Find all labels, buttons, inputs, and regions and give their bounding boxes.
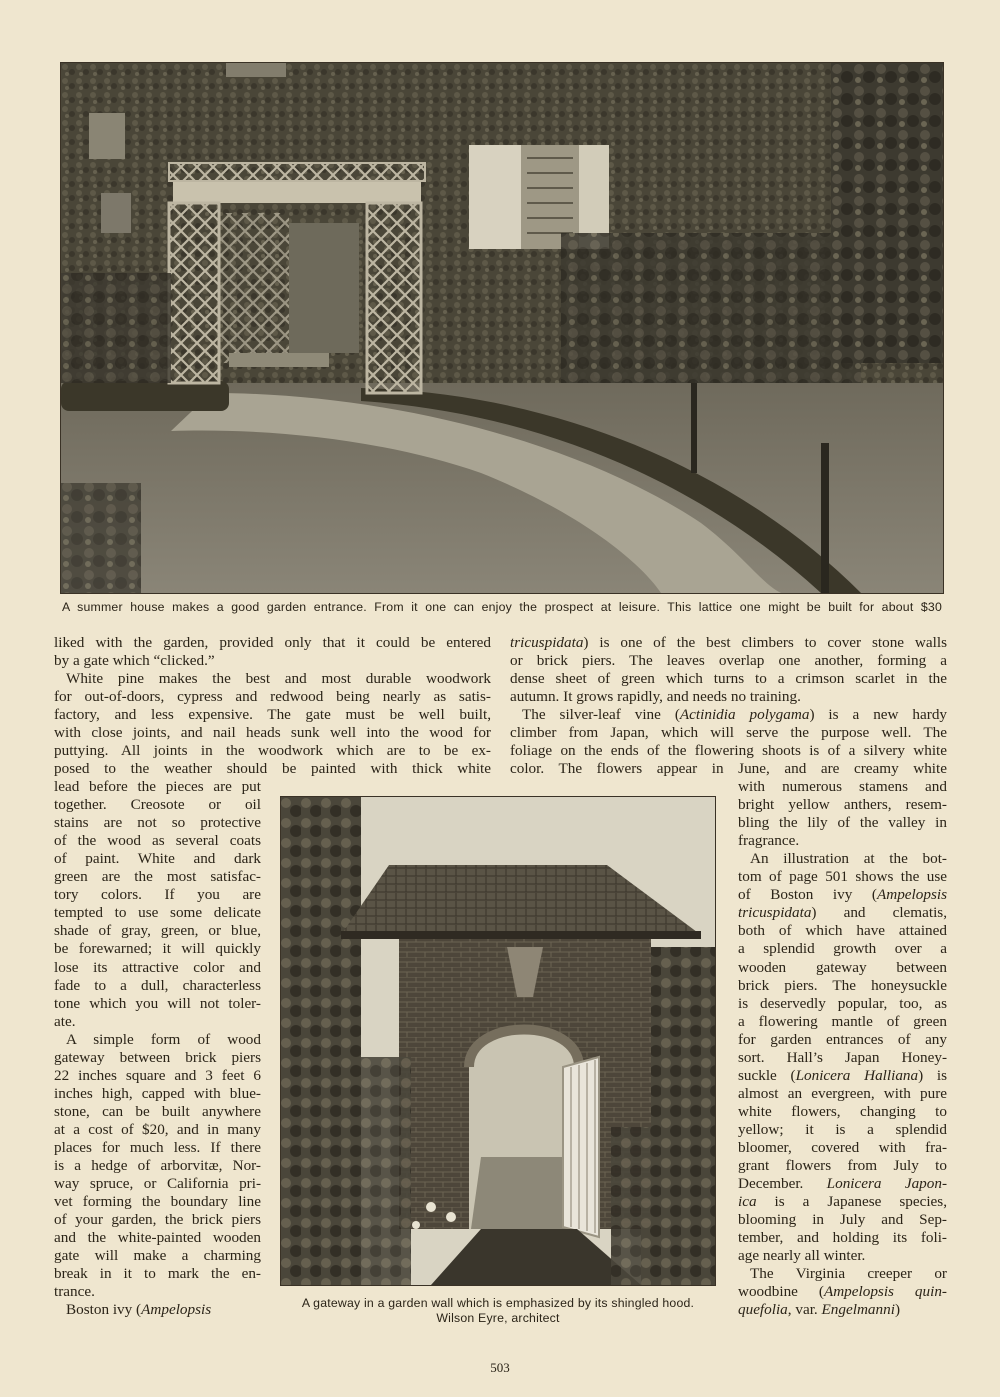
text-line: wooden gateway between <box>738 958 947 976</box>
text-line: age nearly all winter. <box>738 1247 866 1265</box>
text-line: The Virginia creeper or <box>750 1265 947 1283</box>
text-line: by a gate which “clicked.” <box>54 652 215 669</box>
gateway-illustration <box>281 797 715 1285</box>
text-line: autumn. It grows rapidly, and needs no training. <box>510 688 801 705</box>
text-line: both of which have attained <box>738 922 947 940</box>
text-line: is a hedge of arborvitæ, Nor- <box>54 1157 261 1175</box>
text-line: quefolia, var. Engelmanni) <box>738 1301 900 1319</box>
text-line: factory, and less expensive. The gate must be well built, <box>54 706 491 723</box>
text-line: gateway between brick piers <box>54 1048 261 1066</box>
summer-house-photo <box>60 62 944 594</box>
text-line: trance. <box>54 1283 95 1301</box>
text-line: White pine makes the best and most durable woodwork <box>66 670 491 687</box>
text-line: for out-of-doors, cypress and redwood being nearly as satis- <box>54 688 491 705</box>
text-line: shade of gray, green, or blue, <box>54 922 261 940</box>
text-line: vet forming the boundary line <box>54 1193 261 1211</box>
photo-caption-architect: Wilson Eyre, architect <box>436 1311 560 1325</box>
text-line: bright yellow anthers, resem- <box>738 796 947 814</box>
text-line: blooming in July and Sep- <box>738 1211 947 1229</box>
text-line: be forewarned; it will quickly <box>54 940 261 958</box>
text-line: lead before the pieces are put <box>54 778 261 795</box>
text-line: A simple form of wood <box>66 1030 261 1048</box>
text-line: dense sheet of green which turns to a crimson scarlet in the <box>510 670 947 687</box>
text-line: bling the lily of the valley in <box>738 814 947 832</box>
text-line: together. Creosote or oil <box>54 796 261 814</box>
text-line: tricuspidata) and clematis, <box>738 904 947 922</box>
text-line: lose its attractive color and <box>54 958 261 976</box>
text-line: or brick piers. The leaves overlap one another, forming a <box>510 652 947 669</box>
text-line: of paint. White and dark <box>54 850 261 868</box>
text-line: tember, and holding its foli- <box>738 1229 947 1247</box>
text-line: yellow; it is a splendid <box>738 1120 947 1138</box>
text-line: Boston ivy (Ampelopsis <box>66 1301 212 1319</box>
text-line: December. Lonicera Japon- <box>738 1175 947 1193</box>
text-line: tricuspidata) is one of the best climbers to cover stone walls <box>510 634 947 651</box>
text-line: bloomer, covered with fra- <box>738 1139 947 1156</box>
text-line: way spruce, or California pri- <box>54 1175 261 1193</box>
text-line: grant flowers from July to <box>738 1157 947 1175</box>
text-line: is deservedly popular, too, as <box>738 994 947 1012</box>
page-number: 503 <box>490 1360 510 1375</box>
text-line: white flowers, changing to <box>738 1102 947 1120</box>
text-line: An illustration at the bot- <box>750 850 947 868</box>
text-line: suckle (Lonicera Halliana) is <box>738 1066 947 1084</box>
gateway-photo <box>280 796 716 1286</box>
text-line: fade to a dull, characterless <box>54 976 261 994</box>
text-line: stone, can be built anywhere <box>54 1102 261 1120</box>
text-line: ate. <box>54 1012 76 1030</box>
text-line: sort. Hall’s Japan Honey- <box>738 1048 947 1066</box>
text-line: at a cost of $20, and in many <box>54 1120 261 1138</box>
text-line: tory colors. If you are <box>54 886 261 904</box>
text-line: tone which you will not toler- <box>54 994 261 1012</box>
text-line: fragrance. <box>738 832 800 850</box>
text-line: tempted to use some delicate <box>54 904 261 922</box>
text-line: liked with the garden, provided only that it could be entered <box>54 634 491 651</box>
text-line: inches high, capped with blue- <box>54 1084 261 1102</box>
text-line: stains are not so protective <box>54 814 261 832</box>
text-line: places for much less. If there <box>54 1139 261 1156</box>
text-line: climber from Japan, which will serve the purpose well. The <box>510 724 947 741</box>
text-line: puttying. All joints in the woodwork which are to be ex- <box>54 742 491 759</box>
text-line: with numerous stamens and <box>738 778 947 795</box>
text-line: of the wood as several coats <box>54 832 261 850</box>
text-line: posed to the weather should be painted with thick white <box>54 760 491 777</box>
text-line: 22 inches square and 3 feet 6 <box>54 1066 261 1084</box>
photo-caption-gateway: A gateway in a garden wall which is emphasized by its shingled hood. <box>301 1296 695 1310</box>
text-line: a splendid growth over a <box>738 940 947 958</box>
text-line: woodbine (Ampelopsis quin- <box>738 1283 947 1301</box>
text-line: tom of page 501 shows the use <box>738 868 947 886</box>
text-line: color. The flowers appear in June, and are creamy white <box>510 760 947 777</box>
text-line: gate will make a charming <box>54 1247 261 1265</box>
text-line: brick piers. The honeysuckle <box>738 976 947 994</box>
text-line: almost an evergreen, with pure <box>738 1084 947 1102</box>
text-line: ica is a Japanese species, <box>738 1193 947 1211</box>
text-line: The silver-leaf vine (Actinidia polygama) is a new hardy <box>522 706 948 723</box>
text-line: green are the most satisfac- <box>54 868 261 886</box>
summer-house-illustration <box>61 63 943 593</box>
text-line: with close joints, and nail heads sunk well into the wood for <box>54 724 491 741</box>
text-line: foliage on the ends of the flowering shoots is of a silvery white <box>510 742 947 759</box>
text-line: for garden entrances of any <box>738 1030 947 1048</box>
text-line: of your garden, the brick piers <box>54 1211 261 1229</box>
text-line: a flowering mantle of green <box>738 1012 947 1030</box>
text-line: of Boston ivy (Ampelopsis <box>738 886 947 904</box>
photo-caption-top: A summer house makes a good garden entrance. From it one can enjoy the prospect at leisure. This lattice one might be built for about $30 <box>62 600 942 614</box>
text-line: break in it to mark the en- <box>54 1265 261 1283</box>
text-line: and the white-painted wooden <box>54 1229 261 1247</box>
